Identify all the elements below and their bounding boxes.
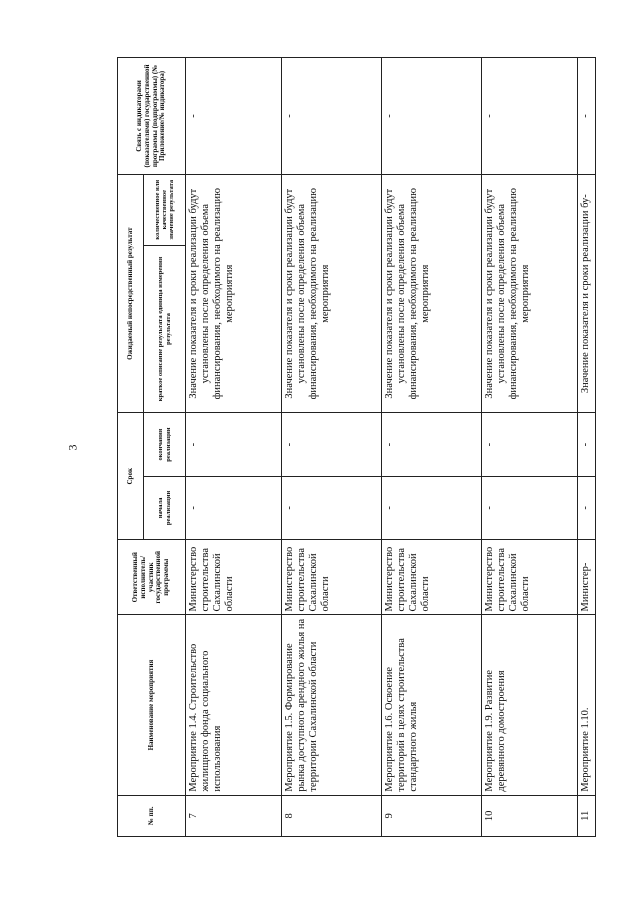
header-name: Наименование мероприятия <box>118 615 186 795</box>
row-name: Мероприятие 1.6. Освоение территорий в целях строительства стандартного жилья <box>382 615 482 795</box>
table-row <box>382 58 482 837</box>
row-result: Значение показателя и сроки реализации бу- <box>578 174 596 413</box>
row-name: Мероприятие 1.5. Формирование рынка доступного арендного жилья на территории Сахалинской области <box>282 615 382 795</box>
row-end: - <box>186 413 282 476</box>
row-name: Мероприятие 1.4. Строительство жилищного фонда социального использования <box>186 615 282 795</box>
row-responsible: Министерство строительства Сахалинской области <box>186 540 282 615</box>
row-start: - <box>578 476 596 539</box>
row-num: 9 <box>382 795 482 836</box>
row-result: Значение показателя и сроки реализации будут установлены после определения объема финансирования, необходимого на реализацию мероприятия <box>382 174 482 413</box>
row-num: 8 <box>282 795 382 836</box>
row-start: - <box>282 476 382 539</box>
table-row <box>282 58 382 837</box>
row-link: - <box>578 58 596 175</box>
row-end: - <box>282 413 382 476</box>
table-row <box>482 58 578 837</box>
row-num: 7 <box>186 795 282 836</box>
rotated-table-wrapper <box>117 57 595 837</box>
header-result-desc: краткое описание результата единица измерения результата <box>144 245 186 413</box>
row-result: Значение показателя и сроки реализации будут установлены после определения объема финансирования, необходимого на реализацию мероприятия <box>282 174 382 413</box>
row-start: - <box>482 476 578 539</box>
table-row <box>578 58 596 837</box>
row-link: - <box>186 58 282 175</box>
header-term-start: начала реализации <box>144 476 186 539</box>
row-num: 10 <box>482 795 578 836</box>
row-start: - <box>186 476 282 539</box>
row-num: 11 <box>578 795 596 836</box>
row-link: - <box>482 58 578 175</box>
row-end: - <box>578 413 596 476</box>
header-link: Связь с индикаторами (показателями) государственной программы (подпрограммы) (№ Приложение/№ индикатора) <box>118 58 186 175</box>
row-link: - <box>282 58 382 175</box>
row-responsible: Министерство строительства Сахалинской области <box>482 540 578 615</box>
measures-table <box>117 57 596 837</box>
header-result-value: количественное или качественное значение результата <box>144 174 186 245</box>
row-responsible: Министерство строительства Сахалинской области <box>382 540 482 615</box>
header-result: Ожидаемый непосредственный результат <box>118 174 144 413</box>
row-start: - <box>382 476 482 539</box>
header-num: № пп. <box>118 795 186 836</box>
header-responsible: Ответственный исполнитель/участник государственной программы <box>118 540 186 615</box>
table-row <box>186 58 282 837</box>
row-name: Мероприятие 1.9. Развитие деревянного домостроения <box>482 615 578 795</box>
row-result: Значение показателя и сроки реализации будут установлены после определения объема финансирования, необходимого на реализацию мероприятия <box>482 174 578 413</box>
row-link: - <box>382 58 482 175</box>
row-responsible: Министерство строительства Сахалинской области <box>282 540 382 615</box>
header-term-end: окончания реализации <box>144 413 186 476</box>
page-number: 3 <box>65 444 80 451</box>
row-end: - <box>482 413 578 476</box>
header-term: Срок <box>118 413 144 540</box>
row-responsible: Министер- <box>578 540 596 615</box>
row-end: - <box>382 413 482 476</box>
row-name: Мероприятие 1.10. <box>578 615 596 795</box>
row-result: Значение показателя и сроки реализации будут установлены после определения объема финансирования, необходимого на реализацию мероприятия <box>186 174 282 413</box>
